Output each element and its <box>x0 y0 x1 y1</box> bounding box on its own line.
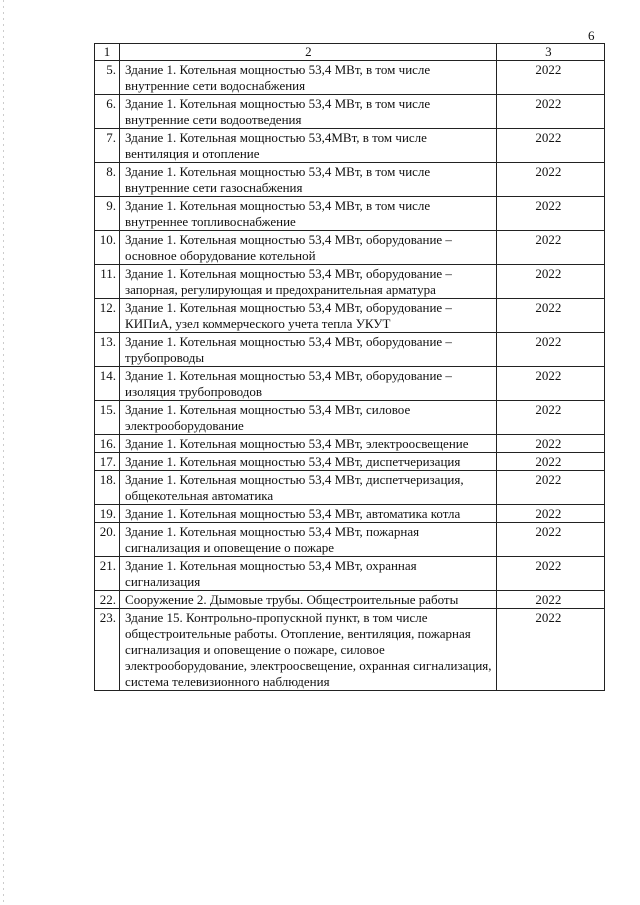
row-number: 9. <box>95 197 120 231</box>
table-row <box>95 609 605 691</box>
header-col-2: 2 <box>120 44 497 61</box>
table-row <box>95 299 605 333</box>
row-number: 6. <box>95 95 120 129</box>
page-number: 6 <box>588 28 595 43</box>
row-year: 2022 <box>496 231 604 265</box>
table-row <box>95 265 605 299</box>
row-year: 2022 <box>496 609 604 691</box>
table-row <box>95 163 605 197</box>
row-number: 22. <box>95 591 120 609</box>
row-year: 2022 <box>496 435 604 453</box>
works-table-body <box>95 44 605 691</box>
row-description: Здание 1. Котельная мощностью 53,4 МВт, в том числе внутреннее топливоснабжение <box>120 197 497 231</box>
row-description: Здание 1. Котельная мощностью 53,4 МВт, оборудование – трубопроводы <box>120 333 497 367</box>
row-number: 15. <box>95 401 120 435</box>
row-year: 2022 <box>496 299 604 333</box>
works-table <box>94 43 605 691</box>
row-number: 14. <box>95 367 120 401</box>
row-year: 2022 <box>496 523 604 557</box>
row-number: 11. <box>95 265 120 299</box>
table-row <box>95 333 605 367</box>
row-number: 19. <box>95 505 120 523</box>
row-description: Здание 1. Котельная мощностью 53,4 МВт, пожарная сигнализация и оповещение о пожаре <box>120 523 497 557</box>
header-col-3: 3 <box>496 44 604 61</box>
row-year: 2022 <box>496 265 604 299</box>
scan-edge-mark <box>3 0 4 905</box>
table-row <box>95 95 605 129</box>
row-year: 2022 <box>496 95 604 129</box>
row-year: 2022 <box>496 453 604 471</box>
row-description: Сооружение 2. Дымовые трубы. Общестроительные работы <box>120 591 497 609</box>
row-description: Здание 1. Котельная мощностью 53,4 МВт, в том числе внутренние сети водоотведения <box>120 95 497 129</box>
row-description: Здание 1. Котельная мощностью 53,4 МВт, диспетчеризация, общекотельная автоматика <box>120 471 497 505</box>
row-number: 7. <box>95 129 120 163</box>
row-number: 8. <box>95 163 120 197</box>
row-year: 2022 <box>496 401 604 435</box>
row-number: 20. <box>95 523 120 557</box>
row-description: Здание 1. Котельная мощностью 53,4 МВт, автоматика котла <box>120 505 497 523</box>
row-number: 21. <box>95 557 120 591</box>
row-description: Здание 1. Котельная мощностью 53,4 МВт, оборудование – изоляция трубопроводов <box>120 367 497 401</box>
row-number: 12. <box>95 299 120 333</box>
row-year: 2022 <box>496 197 604 231</box>
row-year: 2022 <box>496 333 604 367</box>
row-number: 13. <box>95 333 120 367</box>
row-description: Здание 1. Котельная мощностью 53,4 МВт, оборудование – основное оборудование котельной <box>120 231 497 265</box>
table-row <box>95 367 605 401</box>
table-row <box>95 129 605 163</box>
header-col-1: 1 <box>95 44 120 61</box>
table-row <box>95 453 605 471</box>
row-description: Здание 1. Котельная мощностью 53,4 МВт, в том числе внутренние сети газоснабжения <box>120 163 497 197</box>
table-row <box>95 435 605 453</box>
row-year: 2022 <box>496 471 604 505</box>
table-row <box>95 231 605 265</box>
row-description: Здание 15. Контрольно-пропускной пункт, в том числе общестроительные работы. Отопление, вентиляция, пожарная сигнализация и оповещение о пожаре, силовое электрооборудование, электроосвещение, охранная сигнализация, система телевизионного наблюдения <box>120 609 497 691</box>
table-row <box>95 523 605 557</box>
table-row <box>95 505 605 523</box>
row-description: Здание 1. Котельная мощностью 53,4 МВт, оборудование – запорная, регулирующая и предохранительная арматура <box>120 265 497 299</box>
row-description: Здание 1. Котельная мощностью 53,4 МВт, диспетчеризация <box>120 453 497 471</box>
row-year: 2022 <box>496 61 604 95</box>
row-number: 5. <box>95 61 120 95</box>
row-year: 2022 <box>496 557 604 591</box>
row-description: Здание 1. Котельная мощностью 53,4 МВт, электроосвещение <box>120 435 497 453</box>
row-description: Здание 1. Котельная мощностью 53,4МВт, в том числе вентиляция и отопление <box>120 129 497 163</box>
table-row <box>95 557 605 591</box>
row-number: 10. <box>95 231 120 265</box>
row-description: Здание 1. Котельная мощностью 53,4 МВт, в том числе внутренние сети водоснабжения <box>120 61 497 95</box>
table-row <box>95 197 605 231</box>
row-year: 2022 <box>496 129 604 163</box>
row-year: 2022 <box>496 591 604 609</box>
row-number: 17. <box>95 453 120 471</box>
row-number: 23. <box>95 609 120 691</box>
row-year: 2022 <box>496 163 604 197</box>
table-row <box>95 61 605 95</box>
table-row <box>95 401 605 435</box>
row-description: Здание 1. Котельная мощностью 53,4 МВт, оборудование – КИПиА, узел коммерческого учета тепла УКУТ <box>120 299 497 333</box>
row-description: Здание 1. Котельная мощностью 53,4 МВт, охранная сигнализация <box>120 557 497 591</box>
table-row <box>95 471 605 505</box>
table-row <box>95 591 605 609</box>
row-year: 2022 <box>496 367 604 401</box>
table-header-row <box>95 44 605 61</box>
row-number: 18. <box>95 471 120 505</box>
row-year: 2022 <box>496 505 604 523</box>
row-description: Здание 1. Котельная мощностью 53,4 МВт, силовое электрооборудование <box>120 401 497 435</box>
row-number: 16. <box>95 435 120 453</box>
